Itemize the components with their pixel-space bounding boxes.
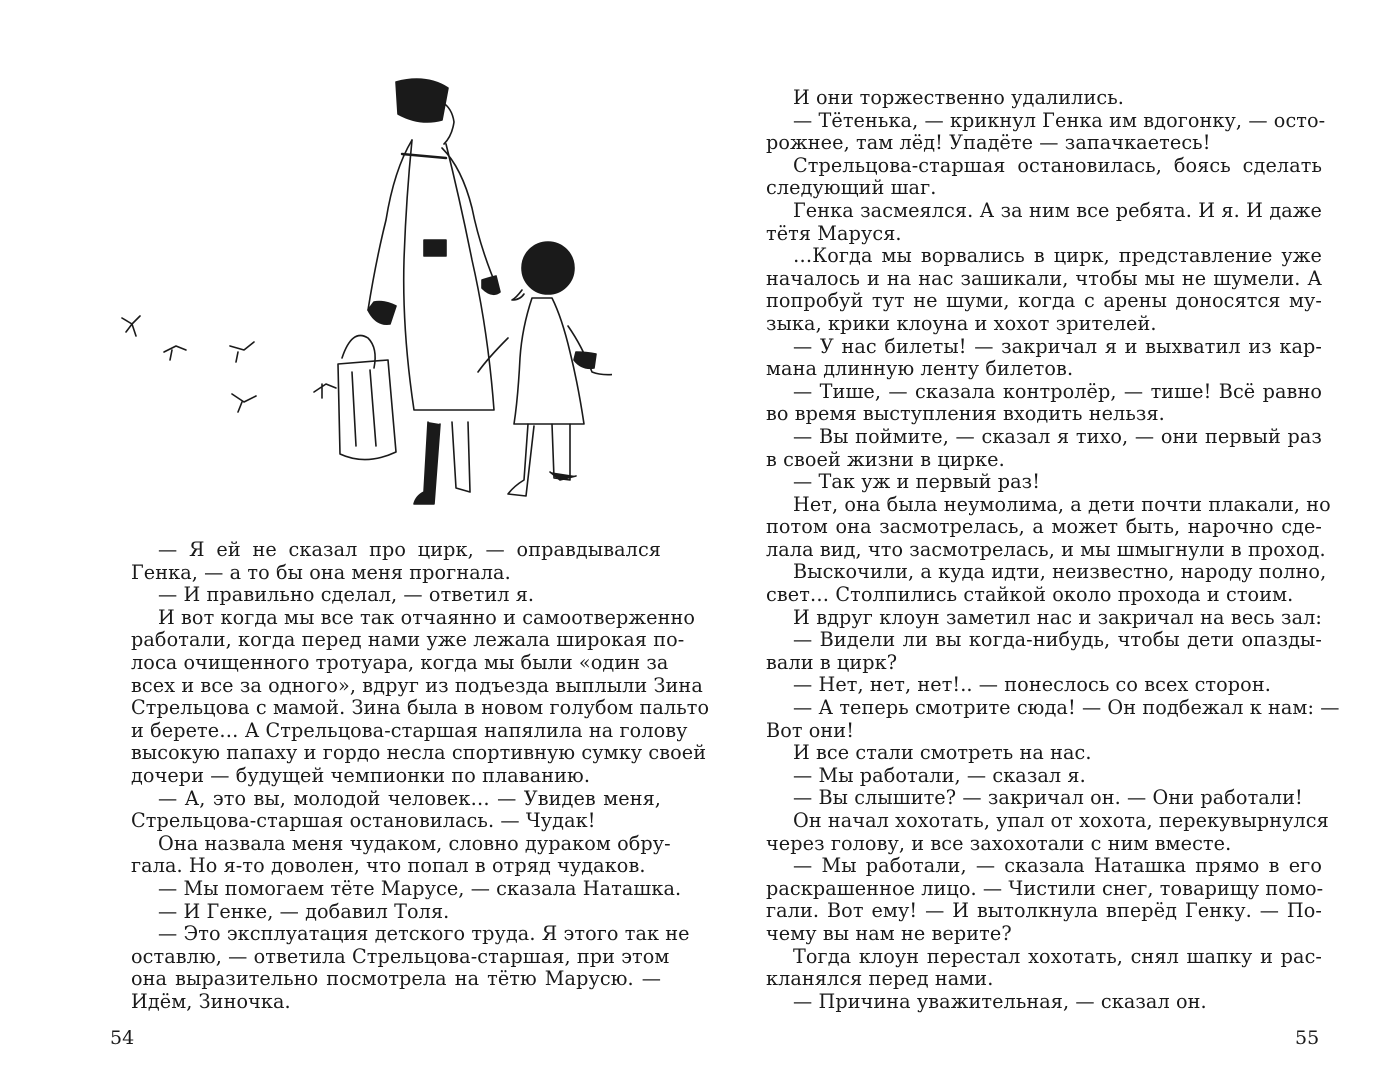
text-line: — И правильно сделал, — ответил я. [158, 583, 535, 607]
text-line: свет… Столпились стайкой около прохода и стоим. [766, 583, 1294, 607]
text-line: попробуй тут не шуми, когда с арены доносятся му- [766, 289, 1322, 313]
text-line: — Я ей не сказал про цирк, — оправдывался [158, 538, 661, 561]
text-line: — У нас билеты! — закричал я и выхватил из кар- [793, 334, 1322, 358]
text-line: высокую папаху и гордо несла спортивную сумку своей [131, 741, 707, 765]
text-line: всех и все за одного», вдруг из подъезда выплыли Зина [131, 673, 703, 697]
text-line: лала вид, что засмотрелась, и мы шмыгнули в проход. [766, 537, 1326, 561]
text-line: — Вы слышите? — закричал он. — Они работали! [793, 786, 1303, 810]
text-line: Идём, Зиночка. [131, 989, 291, 1013]
text-line: работали, когда перед нами уже лежала широкая по- [131, 628, 685, 652]
woman-and-girl-illustration-icon [112, 62, 612, 534]
text-line: Он начал хохотать, упал от хохота, перекувырнулся [793, 809, 1329, 832]
text-line: — Видели ли вы когда-нибудь, чтобы дети опазды- [793, 628, 1322, 652]
text-line: Стрельцова с мамой. Зина была в новом голубом пальто [131, 696, 710, 720]
text-line: зыка, крики клоуна и хохот зрителей. [766, 311, 1157, 335]
text-line: Генка, — а то бы она меня прогнала. [131, 560, 511, 584]
text-line: — А теперь смотрите сюда! — Он подбежал к нам: — [793, 696, 1340, 720]
text-line: — Это эксплуатация детского труда. Я этого так не [158, 922, 690, 946]
text-line: — Нет, нет, нет!.. — понеслось со всех сторон. [793, 673, 1271, 697]
text-line: и берете… А Стрельцова-старшая напялила на голову [131, 718, 688, 742]
text-line: …Когда мы ворвались в цирк, представление уже [793, 244, 1322, 268]
text-line: Нет, она была неумолима, а дети почти плакали, но [793, 492, 1331, 516]
page-number-left: 54 [110, 1027, 135, 1049]
text-line: чему вы нам не верите? [766, 921, 1012, 945]
text-line: она выразительно посмотрела на тётю Марусю. — [131, 967, 661, 991]
text-line: кланялся перед нами. [766, 967, 994, 991]
text-line: Тогда клоун перестал хохотать, снял шапку и рас- [793, 944, 1322, 968]
text-line: через голову, и все захохотали с ним вместе. [766, 831, 1232, 855]
text-line: во время выступления входить нельзя. [766, 402, 1165, 426]
text-line: Генка засмеялся. А за ним все ребята. И я. И даже [793, 198, 1322, 222]
text-line: вали в цирк? [766, 650, 898, 674]
text-line: Она назвала меня чудаком, словно дураком обру- [158, 831, 671, 855]
text-line: гала. Но я-то доволен, что попал в отряд чудаков. [131, 854, 646, 878]
text-line: лоса очищенного тротуара, когда мы были «один за [131, 650, 669, 674]
text-line: — И Генке, — добавил Толя. [158, 899, 450, 923]
text-line: — Мы работали, — сказал я. [793, 763, 1086, 787]
text-line: гали. Вот ему! — И вытолкнула вперёд Генку. — По- [766, 899, 1322, 923]
text-line: тётя Маруся. [766, 221, 902, 245]
text-line: началось и на нас зашикали, чтобы мы не шумели. А [766, 266, 1322, 290]
text-line: — Вы поймите, — сказал я тихо, — они первый раз [793, 424, 1322, 448]
text-line: И они торжественно удалились. [793, 86, 1124, 109]
text-line: Стрельцова-старшая остановилась. — Чудак! [131, 809, 596, 833]
text-line: Выскочили, а куда идти, неизвестно, народу полно, [793, 560, 1327, 584]
text-line: — Мы работали, — сказала Наташка прямо в его [793, 854, 1322, 878]
text-line: в своей жизни в цирке. [766, 447, 1005, 471]
text-line: И все стали смотреть на нас. [793, 741, 1092, 765]
text-line: — Так уж и первый раз! [793, 470, 1041, 494]
text-line: рожнее, там лёд! Упадёте — запачкаетесь! [766, 131, 1211, 155]
text-line: раскрашенное лицо. — Чистили снег, товарищу помо- [766, 876, 1324, 900]
left-page-text [131, 538, 710, 1013]
text-line: мана длинную ленту билетов. [766, 357, 1074, 381]
text-line: И вот когда мы все так отчаянно и самоотверженно [158, 605, 696, 629]
text-line: Вот они! [766, 718, 855, 742]
text-line: потом она засмотрелась, а может быть, нарочно сде- [766, 515, 1322, 539]
text-line: — А, это вы, молодой человек… — Увидев меня, [158, 786, 661, 810]
right-page-text [766, 86, 1340, 1013]
right-page [700, 0, 1397, 1080]
text-line: дочери — будущей чемпионки по плаванию. [131, 763, 591, 787]
page-number-right: 55 [1295, 1027, 1320, 1049]
text-line: оставлю, — ответила Стрельцова-старшая, при этом [131, 944, 670, 968]
text-line: И вдруг клоун заметил нас и закричал на весь зал: [793, 605, 1322, 629]
text-line: — Причина уважительная, — сказал он. [793, 989, 1207, 1013]
text-line: — Тётенька, — крикнул Генка им вдогонку, — осто- [793, 108, 1326, 132]
text-line: — Тише, — сказала контролёр, — тише! Всё равно [793, 379, 1322, 403]
text-line: Стрельцова-старшая остановилась, боясь сделать [793, 153, 1322, 177]
text-line: — Мы помогаем тёте Марусе, — сказала Наташка. [158, 876, 682, 900]
text-line: следующий шаг. [766, 176, 937, 200]
